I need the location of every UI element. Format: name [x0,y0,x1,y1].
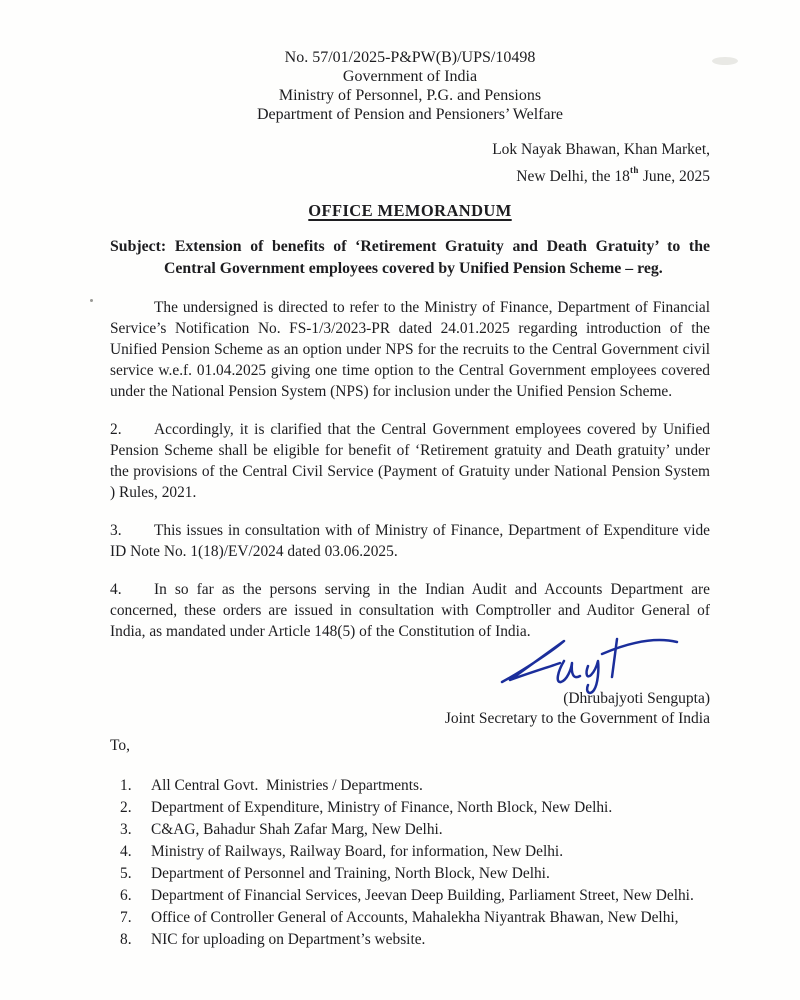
place-date-block [110,139,710,188]
date-line [110,161,710,188]
subject-text: Extension of benefits of ‘Retirement Gratuity and Death Gratuity’ to the Central Government employees covered by Unified Pension Scheme – reg. [164,238,710,278]
recipient-number: 7. [120,909,132,927]
recipient-row [120,863,710,884]
to-label: To, [110,737,131,755]
paragraph-number: 4. [110,581,122,599]
signatory-name: (Dhrubajyoti Sengupta) [563,690,710,708]
paragraph-text: Accordingly, it is clarified that the Central Government employees covered by Unified Pension Scheme shall be eligible for benefit of ‘Retirement gratuity and Death gratuity’ under the provisions of the Central Civil Service (Payment of Gratuity under National Pension System ) Rules, 2021. [110,421,710,502]
recipient-text: C&AG, Bahadur Shah Zafar Marg, New Delhi. [151,821,443,839]
recipient-number: 8. [120,931,132,949]
recipient-text: All Central Govt. Ministries / Departments. [151,777,423,795]
recipient-list [110,775,710,950]
recipient-row [120,929,710,950]
recipient-number: 4. [120,843,132,861]
recipient-number: 3. [120,821,132,839]
recipient-text: Office of Controller General of Accounts, Mahalekha Niyantrak Bhawan, New Delhi, [151,909,679,927]
recipient-row [120,819,710,840]
org-line-ministry: Ministry of Personnel, P.G. and Pensions [278,87,542,104]
recipient-text: Department of Personnel and Training, North Block, New Delhi. [151,865,550,883]
recipient-text: Department of Expenditure, Ministry of Finance, North Block, New Delhi. [151,799,613,817]
recipient-number: 1. [120,777,132,795]
org-line-government: Government of India [342,68,478,85]
recipient-row [120,775,710,796]
org-line-department: Department of Pension and Pensioners’ Welfare [256,106,564,123]
paragraph-number: 2. [110,421,122,439]
scan-dot-artifact [90,299,93,302]
subject-line [110,236,710,280]
body-paragraph-3 [110,520,710,562]
signatory-designation: Joint Secretary to the Government of India [444,710,710,728]
body-paragraph-2 [110,419,710,503]
reference-number: No. 57/01/2025-P&PW(B)/UPS/10498 [284,49,536,66]
date-ordinal-handwritten: th [629,165,639,175]
recipient-text: Ministry of Railways, Railway Board, for information, New Delhi. [151,843,564,861]
memo-title: OFFICE MEMORANDUM [308,201,512,221]
recipient-number: 2. [120,799,132,817]
recipient-text: Department of Financial Services, Jeevan Deep Building, Parliament Street, New Delhi. [151,887,694,905]
scan-smudge-artifact [712,57,738,65]
date-suffix: June, 2025 [638,168,710,186]
body-paragraph-1 [110,297,710,402]
paragraph-text: In so far as the persons serving in the Indian Audit and Accounts Department are concerned, these orders are issued in consultation with Comptroller and Auditor General of India, as mandated under Article 148(5) of the Constitution of India. [110,581,710,641]
recipient-number: 5. [120,865,132,883]
subject-label: Subject: [110,238,167,256]
recipient-row [120,907,710,928]
date-prefix: New Delhi, the 18 [516,168,630,186]
signature-block [110,644,710,729]
paragraph-text: The undersigned is directed to refer to the Ministry of Finance, Department of Financial Service’s Notification No. FS-1/3/2023-PR dated 24.01.2025 regarding introduction of the Unified Pension Scheme as an option under NPS for the recruits to the Central Government civil service w.e.f. 01.04.2025 giving one time option to the Central Government employees covered under the National Pension System (NPS) for inclusion under the Unified Pension Scheme. [110,299,710,401]
recipient-number: 6. [120,887,132,905]
recipient-row [120,797,710,818]
recipient-row [120,885,710,906]
paragraph-number: 3. [110,522,122,540]
recipient-row [120,841,710,862]
paragraph-text: This issues in consultation with of Ministry of Finance, Department of Expenditure vide ID Note No. 1(18)/EV/2024 dated 03.06.2025. [110,522,710,561]
recipient-text: NIC for uploading on Department’s website. [151,931,426,949]
letter-header [110,48,710,124]
address-line: Lok Nayak Bhawan, Khan Market, [492,141,710,158]
